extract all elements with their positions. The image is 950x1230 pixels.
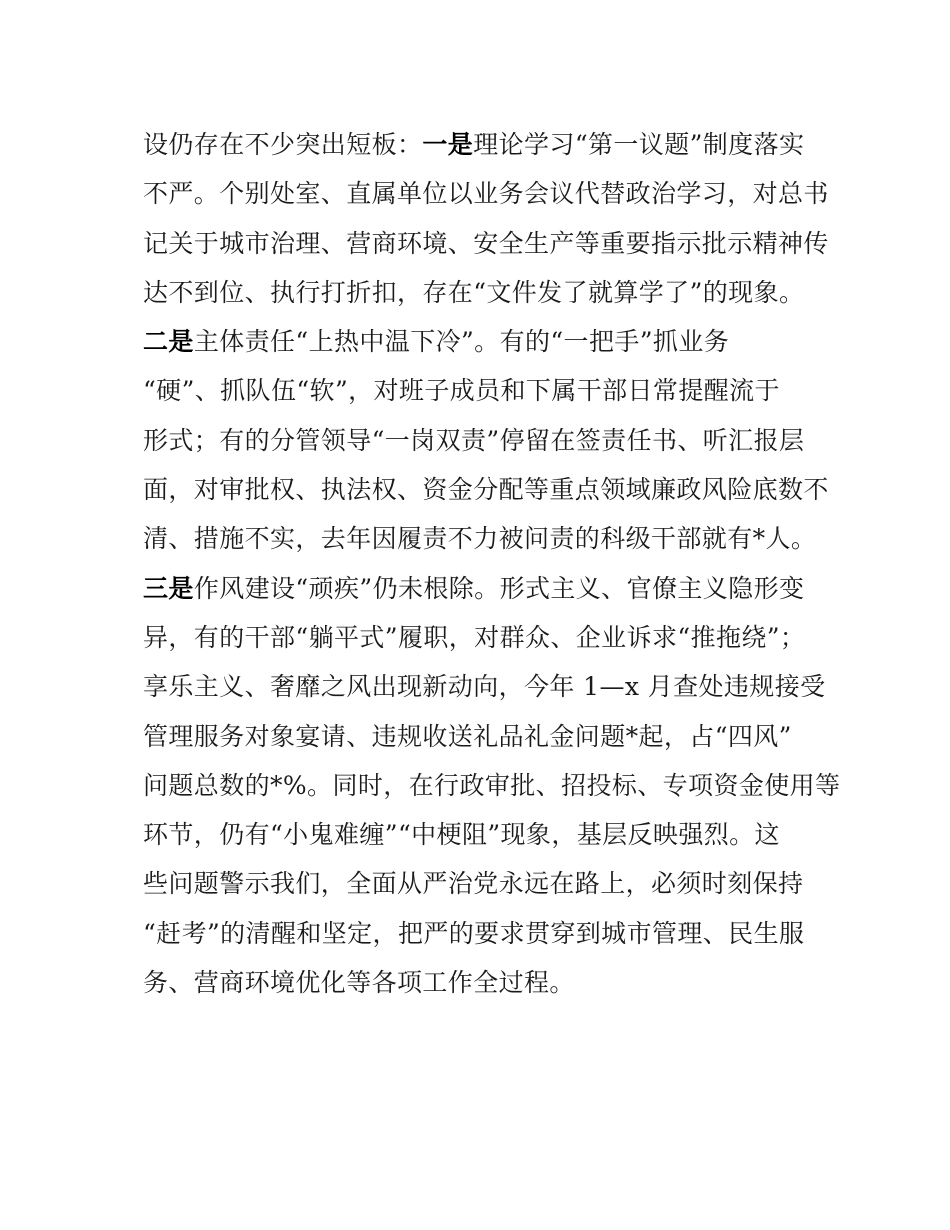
text-line-6: “硬”、抓队伍“软”，对班子成员和下属干部日常提醒流于 [143,376,780,406]
text-line-1 [143,120,823,169]
keyword-third: 三是 [143,573,194,603]
text-line-14: 问题总数的*%。同时，在行政审批、招投标、专项资金使用等 [143,770,841,800]
text-line-11: 异，有的干部“躺平式”履职，对群众、企业诉求“推拖绕”； [143,622,806,652]
line-5-rest: 主体责任“上热中温下冷”。有的“一把手”抓业务 [193,327,730,357]
text-line-9: 清、措施不实，去年因履责不力被问责的科级干部就有*人。 [143,524,817,554]
text-line-3: 记关于城市治理、营商环境、安全生产等重要指示批示精神传 [143,228,829,258]
text-line-5 [143,317,823,366]
text-line-17: “赶考”的清醒和坚定，把严的要求贯穿到城市管理、民生服 [143,918,805,948]
text-line-2: 不严。个别处室、直属单位以业务会议代替政治学习，对总书 [143,179,829,209]
text-line-8: 面，对审批权、执法权、资金分配等重点领域廉政风险底数不 [143,475,829,505]
text-line-16: 些问题警示我们，全面从严治党永远在路上，必须时刻保持 [143,869,804,899]
text-line-10 [143,564,823,613]
text-line-12: 享乐主义、奢靡之风出现新动向，今年 1—x 月查处违规接受 [143,672,826,702]
keyword-second: 二是 [143,327,194,357]
text-line-7: 形式；有的分管领导“一岗双责”停留在签责任书、听汇报层 [143,425,805,455]
text-line-13: 管理服务对象宴请、违规收送礼品礼金问题*起，占“四风” [143,721,792,751]
keyword-first: 一是 [422,130,474,159]
text-line-15: 环节，仍有“小鬼难缠”“中梗阻”现象，基层反映强烈。这 [143,820,780,850]
line-1-lead: 设仍存在不少突出短板： [143,130,423,159]
text-line-4: 达不到位、执行打折扣，存在“文件发了就算学了”的现象。 [143,277,805,307]
line-10-rest: 作风建设“顽疾”仍未根除。形式主义、官僚主义隐形变 [193,573,805,603]
body-paragraph [143,120,841,1007]
text-line-18: 务、营商环境优化等各项工作全过程。 [143,968,575,998]
line-1-rest: 理论学习“第一议题”制度落实 [473,130,805,159]
